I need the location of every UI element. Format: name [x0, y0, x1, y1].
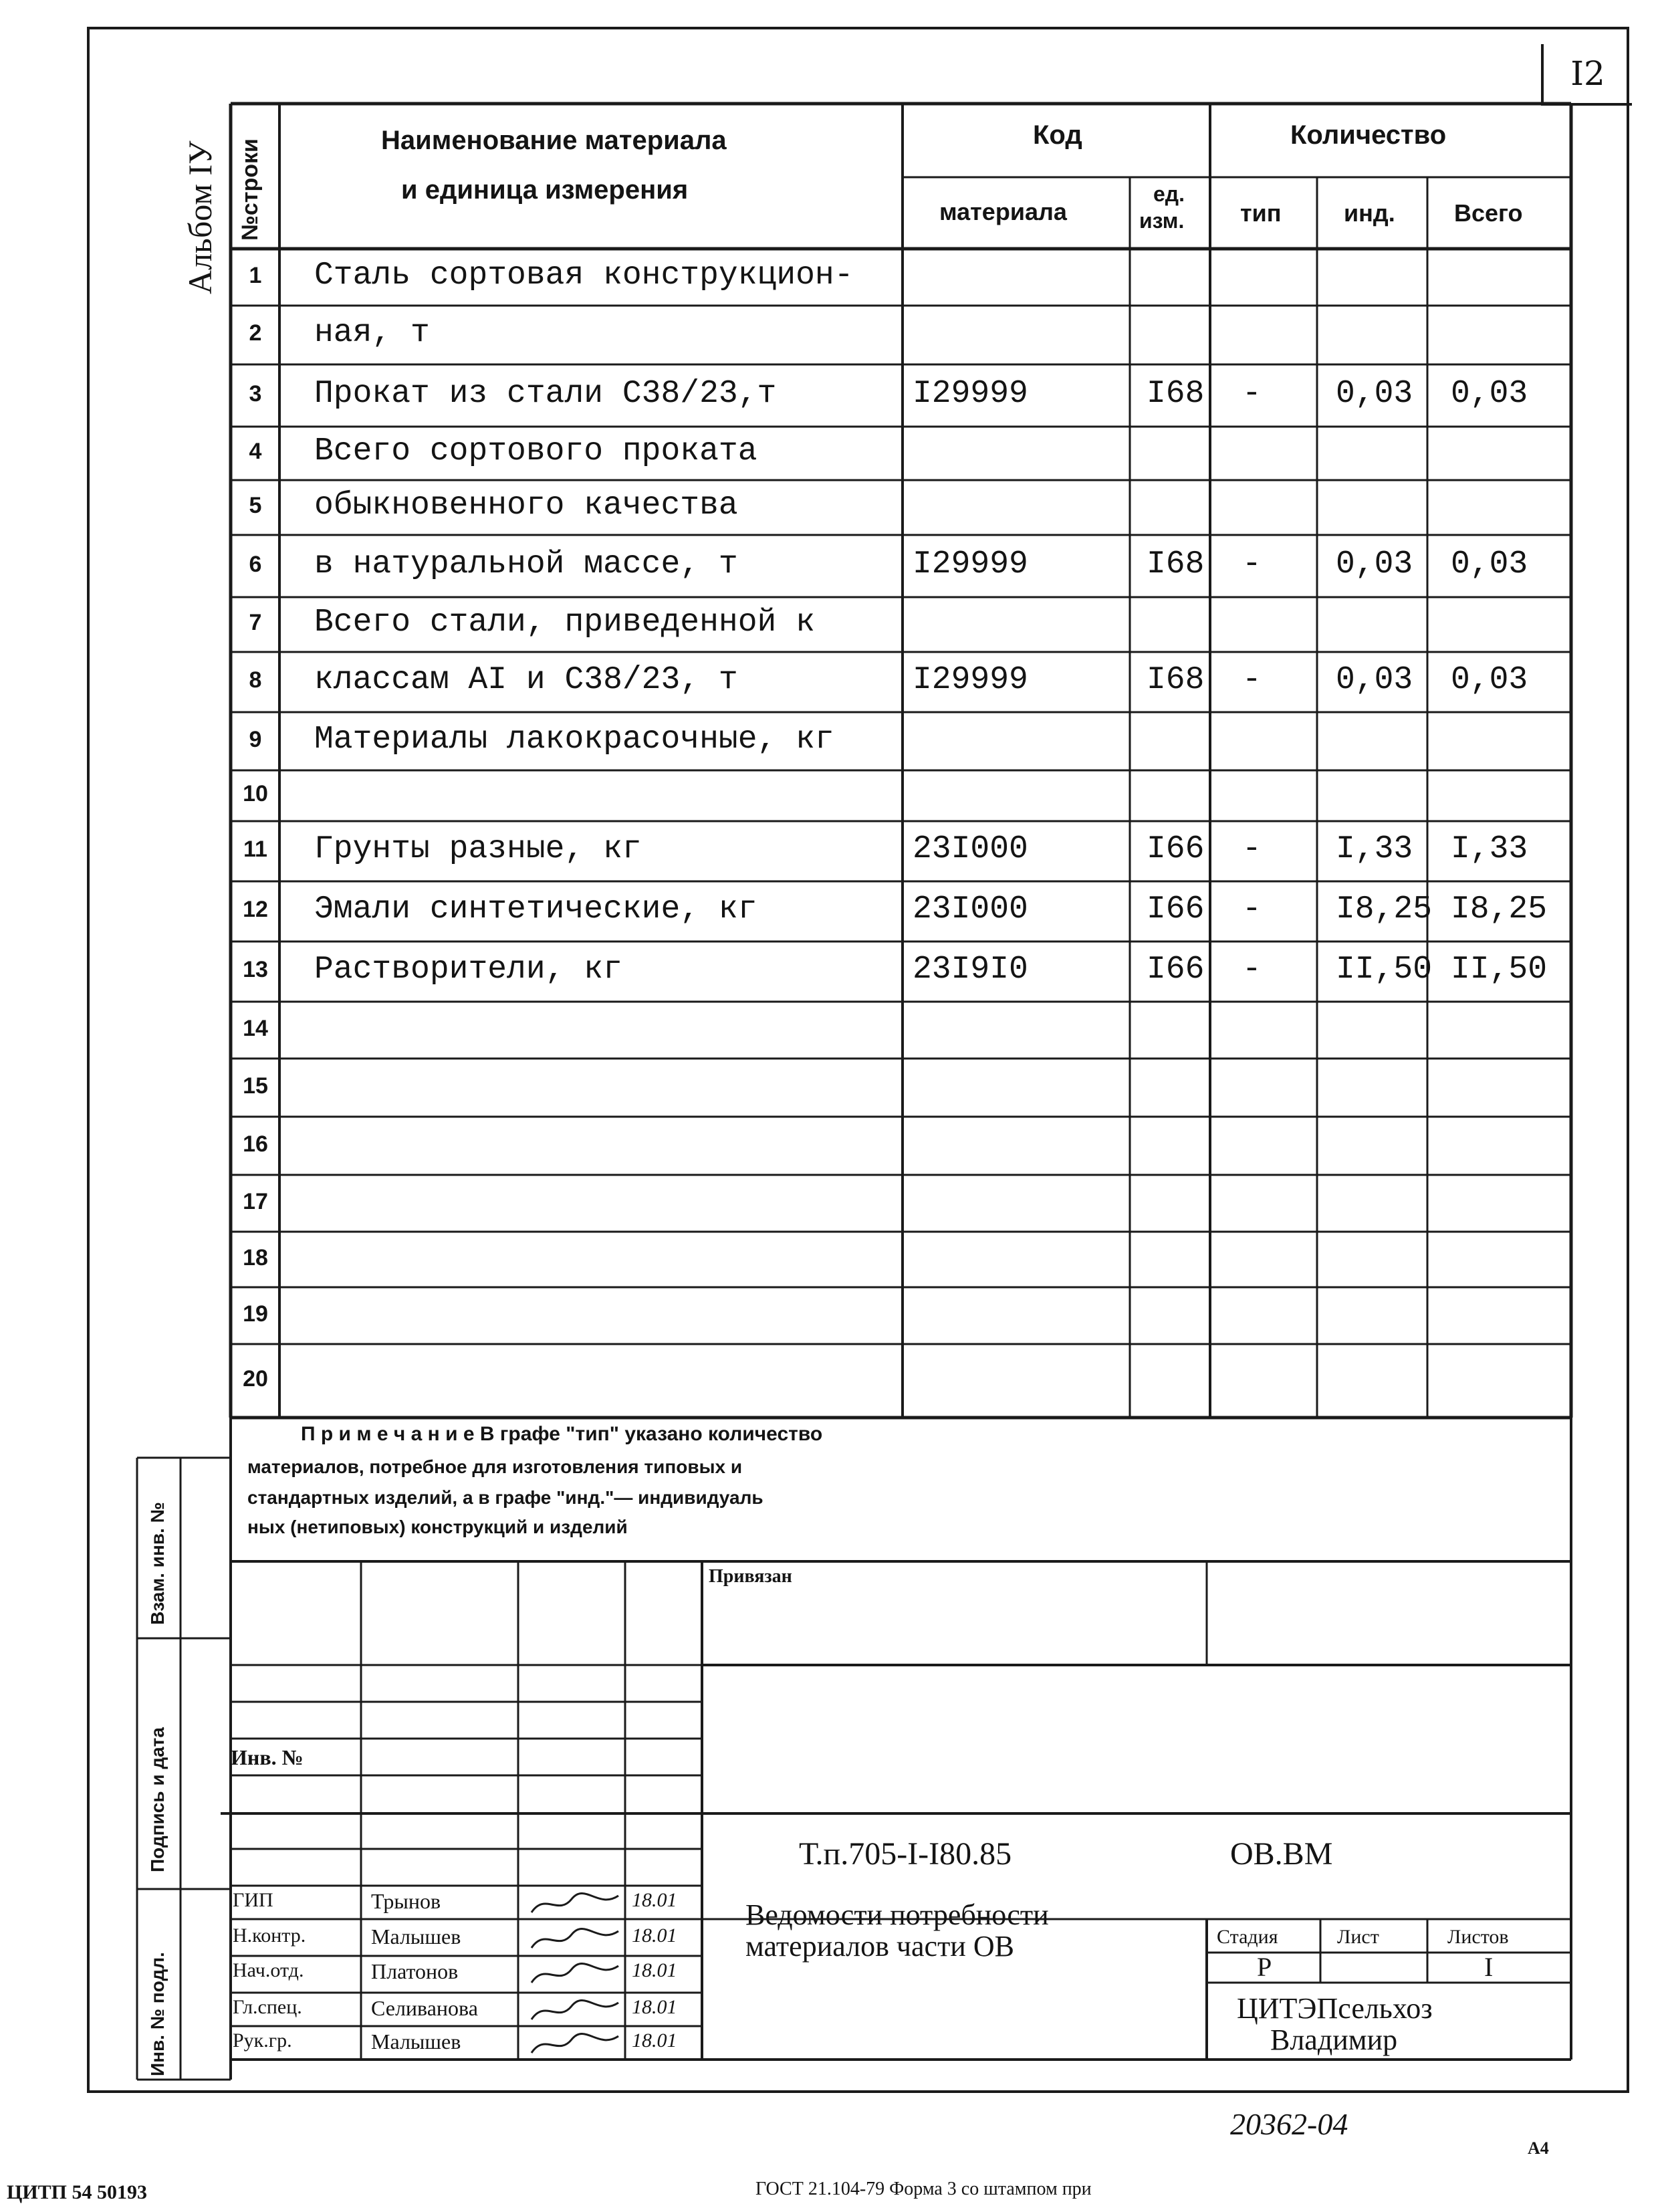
material-name: обыкновенного качества: [314, 487, 738, 524]
stamp-stage-value: Р: [1257, 1952, 1272, 1982]
qty-type: -: [1242, 375, 1262, 412]
qty-total: 0,03: [1451, 375, 1528, 412]
signature-mark: [528, 2029, 622, 2066]
header-row-number: №строки: [237, 138, 263, 241]
qty-type: -: [1242, 662, 1262, 698]
row-number: 17: [243, 1188, 268, 1214]
material-name: Растворители, кг: [314, 952, 622, 988]
signer-name: Малышев: [371, 1924, 461, 1949]
row-number: 19: [243, 1301, 268, 1327]
row-number: 9: [249, 726, 262, 752]
material-name: Всего сортового проката: [314, 433, 757, 469]
row-number: 4: [249, 439, 262, 464]
signer-name: Малышев: [371, 2029, 461, 2054]
stamp-inv-no: Инв. №: [231, 1745, 304, 1769]
header-quantity: Количество: [1290, 120, 1447, 150]
unit-code: I68: [1147, 662, 1205, 698]
material-code: I29999: [913, 546, 1028, 582]
qty-ind: 0,03: [1336, 546, 1413, 582]
qty-ind: I8,25: [1336, 891, 1433, 927]
row-number: 2: [249, 320, 262, 346]
side-label-podpis: Подпись и дата: [147, 1727, 168, 1872]
signer-role: ГИП: [233, 1889, 273, 1911]
signature-mark: [528, 1889, 622, 1925]
header-name-line2: и единица измерения: [401, 175, 689, 205]
unit-code: I66: [1147, 952, 1205, 988]
note-line-2: материалов, потребное для изготовления типовых и: [247, 1456, 743, 1477]
signer-role: Рук.гр.: [233, 2029, 292, 2052]
signature-mark: [528, 1924, 622, 1961]
stamp-title-line1: Ведомости потребности: [745, 1898, 1049, 1931]
material-code: 23I9I0: [913, 952, 1028, 988]
qty-ind: I,33: [1336, 831, 1413, 867]
material-name: Грунты разные, кг: [314, 831, 642, 867]
footer-left: ЦИТП 54 50193: [7, 2181, 148, 2203]
stamp-sheet-label: Лист: [1337, 1926, 1379, 1948]
note-line-1: П р и м е ч а н и е В графе "тип" указано количество: [301, 1423, 823, 1445]
qty-total: I8,25: [1451, 891, 1548, 927]
row-number: 12: [243, 897, 268, 922]
row-number: 13: [243, 957, 268, 982]
header-code-material: материала: [939, 198, 1067, 225]
material-name: Материалы лакокрасочные, кг: [314, 721, 834, 758]
signer-date: 18.01: [632, 1959, 677, 1981]
stamp-sheets-value: I: [1484, 1952, 1494, 1982]
row-number: 6: [249, 551, 262, 577]
row-number: 11: [243, 837, 267, 862]
signer-date: 18.01: [632, 1996, 677, 2018]
qty-type: -: [1242, 952, 1262, 988]
unit-code: I66: [1147, 831, 1205, 867]
signer-date: 18.01: [632, 1924, 677, 1947]
row-number: 8: [249, 667, 262, 693]
signer-name: Платонов: [371, 1959, 459, 1983]
stamp-org-line1: ЦИТЭПсельхоз: [1237, 1992, 1433, 2025]
material-name: ная, т: [314, 315, 430, 351]
side-label-vzam: Взам. инв. №: [147, 1502, 168, 1625]
material-code: I29999: [913, 375, 1028, 412]
side-label-inv-podl: Инв. № подл.: [147, 1952, 168, 2076]
unit-code: I68: [1147, 546, 1205, 582]
signer-role: Гл.спец.: [233, 1996, 302, 2018]
qty-ind: 0,03: [1336, 375, 1413, 412]
signature-mark: [528, 1959, 622, 1995]
stamp-sheets-label: Листов: [1447, 1926, 1509, 1948]
qty-type: -: [1242, 546, 1262, 582]
material-name: классам АI и С38/23, т: [314, 662, 738, 698]
album-label: Альбом IУ: [181, 140, 219, 294]
header-qty-ind: инд.: [1344, 199, 1395, 227]
material-name: Прокат из стали С38/23,т: [314, 375, 777, 412]
qty-total: 0,03: [1451, 662, 1528, 698]
header-qty-total: Всего: [1454, 199, 1523, 227]
qty-total: I,33: [1451, 831, 1528, 867]
qty-total: II,50: [1451, 952, 1548, 988]
signer-name: Трынов: [371, 1889, 441, 1913]
header-name-line1: Наименование материала: [381, 126, 727, 155]
qty-total: 0,03: [1451, 546, 1528, 582]
signer-role: Нач.отд.: [233, 1959, 304, 1981]
row-number: 16: [243, 1131, 268, 1157]
footer-center: ГОСТ 21.104-79 Форма 3 со штампом при: [755, 2179, 1092, 2199]
row-number: 14: [243, 1015, 268, 1041]
row-number: 5: [249, 493, 262, 518]
row-number: 1: [249, 262, 262, 288]
material-name: Эмали синтетические, кг: [314, 891, 757, 927]
header-unit-line2: изм.: [1139, 209, 1185, 233]
row-number: 15: [243, 1073, 268, 1099]
stamp-stage-label: Стадия: [1217, 1926, 1278, 1948]
material-code: I29999: [913, 662, 1028, 698]
format-label: А4: [1528, 2138, 1549, 2158]
material-name: в натуральной массе, т: [314, 546, 738, 582]
qty-type: -: [1242, 831, 1262, 867]
unit-code: I68: [1147, 375, 1205, 412]
header-code: Код: [1033, 120, 1082, 150]
unit-code: I66: [1147, 891, 1205, 927]
stamp-privyazan: Привязан: [709, 1566, 792, 1587]
header-qty-type: тип: [1240, 199, 1282, 227]
stamp-org-line2: Владимир: [1270, 2023, 1398, 2056]
row-number: 3: [249, 380, 262, 407]
signer-date: 18.01: [632, 1889, 677, 1911]
stamp-doc-mark: ОВ.ВМ: [1230, 1836, 1333, 1872]
signer-role: Н.контр.: [233, 1924, 306, 1947]
row-number: 18: [243, 1244, 268, 1270]
note-line-3: стандартных изделий, а в графе "инд."— индивидуаль: [247, 1487, 763, 1508]
qty-ind: II,50: [1336, 952, 1433, 988]
signer-date: 18.01: [632, 2029, 677, 2052]
note-line-4: ных (нетиповых) конструкций и изделий: [247, 1517, 628, 1537]
inventory-number: 20362-04: [1230, 2107, 1348, 2141]
row-number: 7: [249, 610, 262, 635]
stamp-title-line2: материалов части ОВ: [745, 1930, 1014, 1963]
qty-ind: 0,03: [1336, 662, 1413, 698]
material-code: 23I000: [913, 831, 1028, 867]
stamp-doc-code: Т.п.705-I-I80.85: [799, 1836, 1012, 1872]
qty-type: -: [1242, 891, 1262, 927]
material-name: Всего стали, приведенной к: [314, 604, 815, 641]
signature-mark: [528, 1996, 622, 2032]
material-code: 23I000: [913, 891, 1028, 927]
row-number: 20: [243, 1366, 268, 1392]
row-number: 10: [243, 781, 268, 806]
material-name: Сталь сортовая конструкцион-: [314, 257, 854, 294]
sheet-number: I2: [1541, 44, 1632, 106]
header-unit-line1: ед.: [1153, 182, 1185, 206]
signer-name: Селиванова: [371, 1996, 478, 2020]
